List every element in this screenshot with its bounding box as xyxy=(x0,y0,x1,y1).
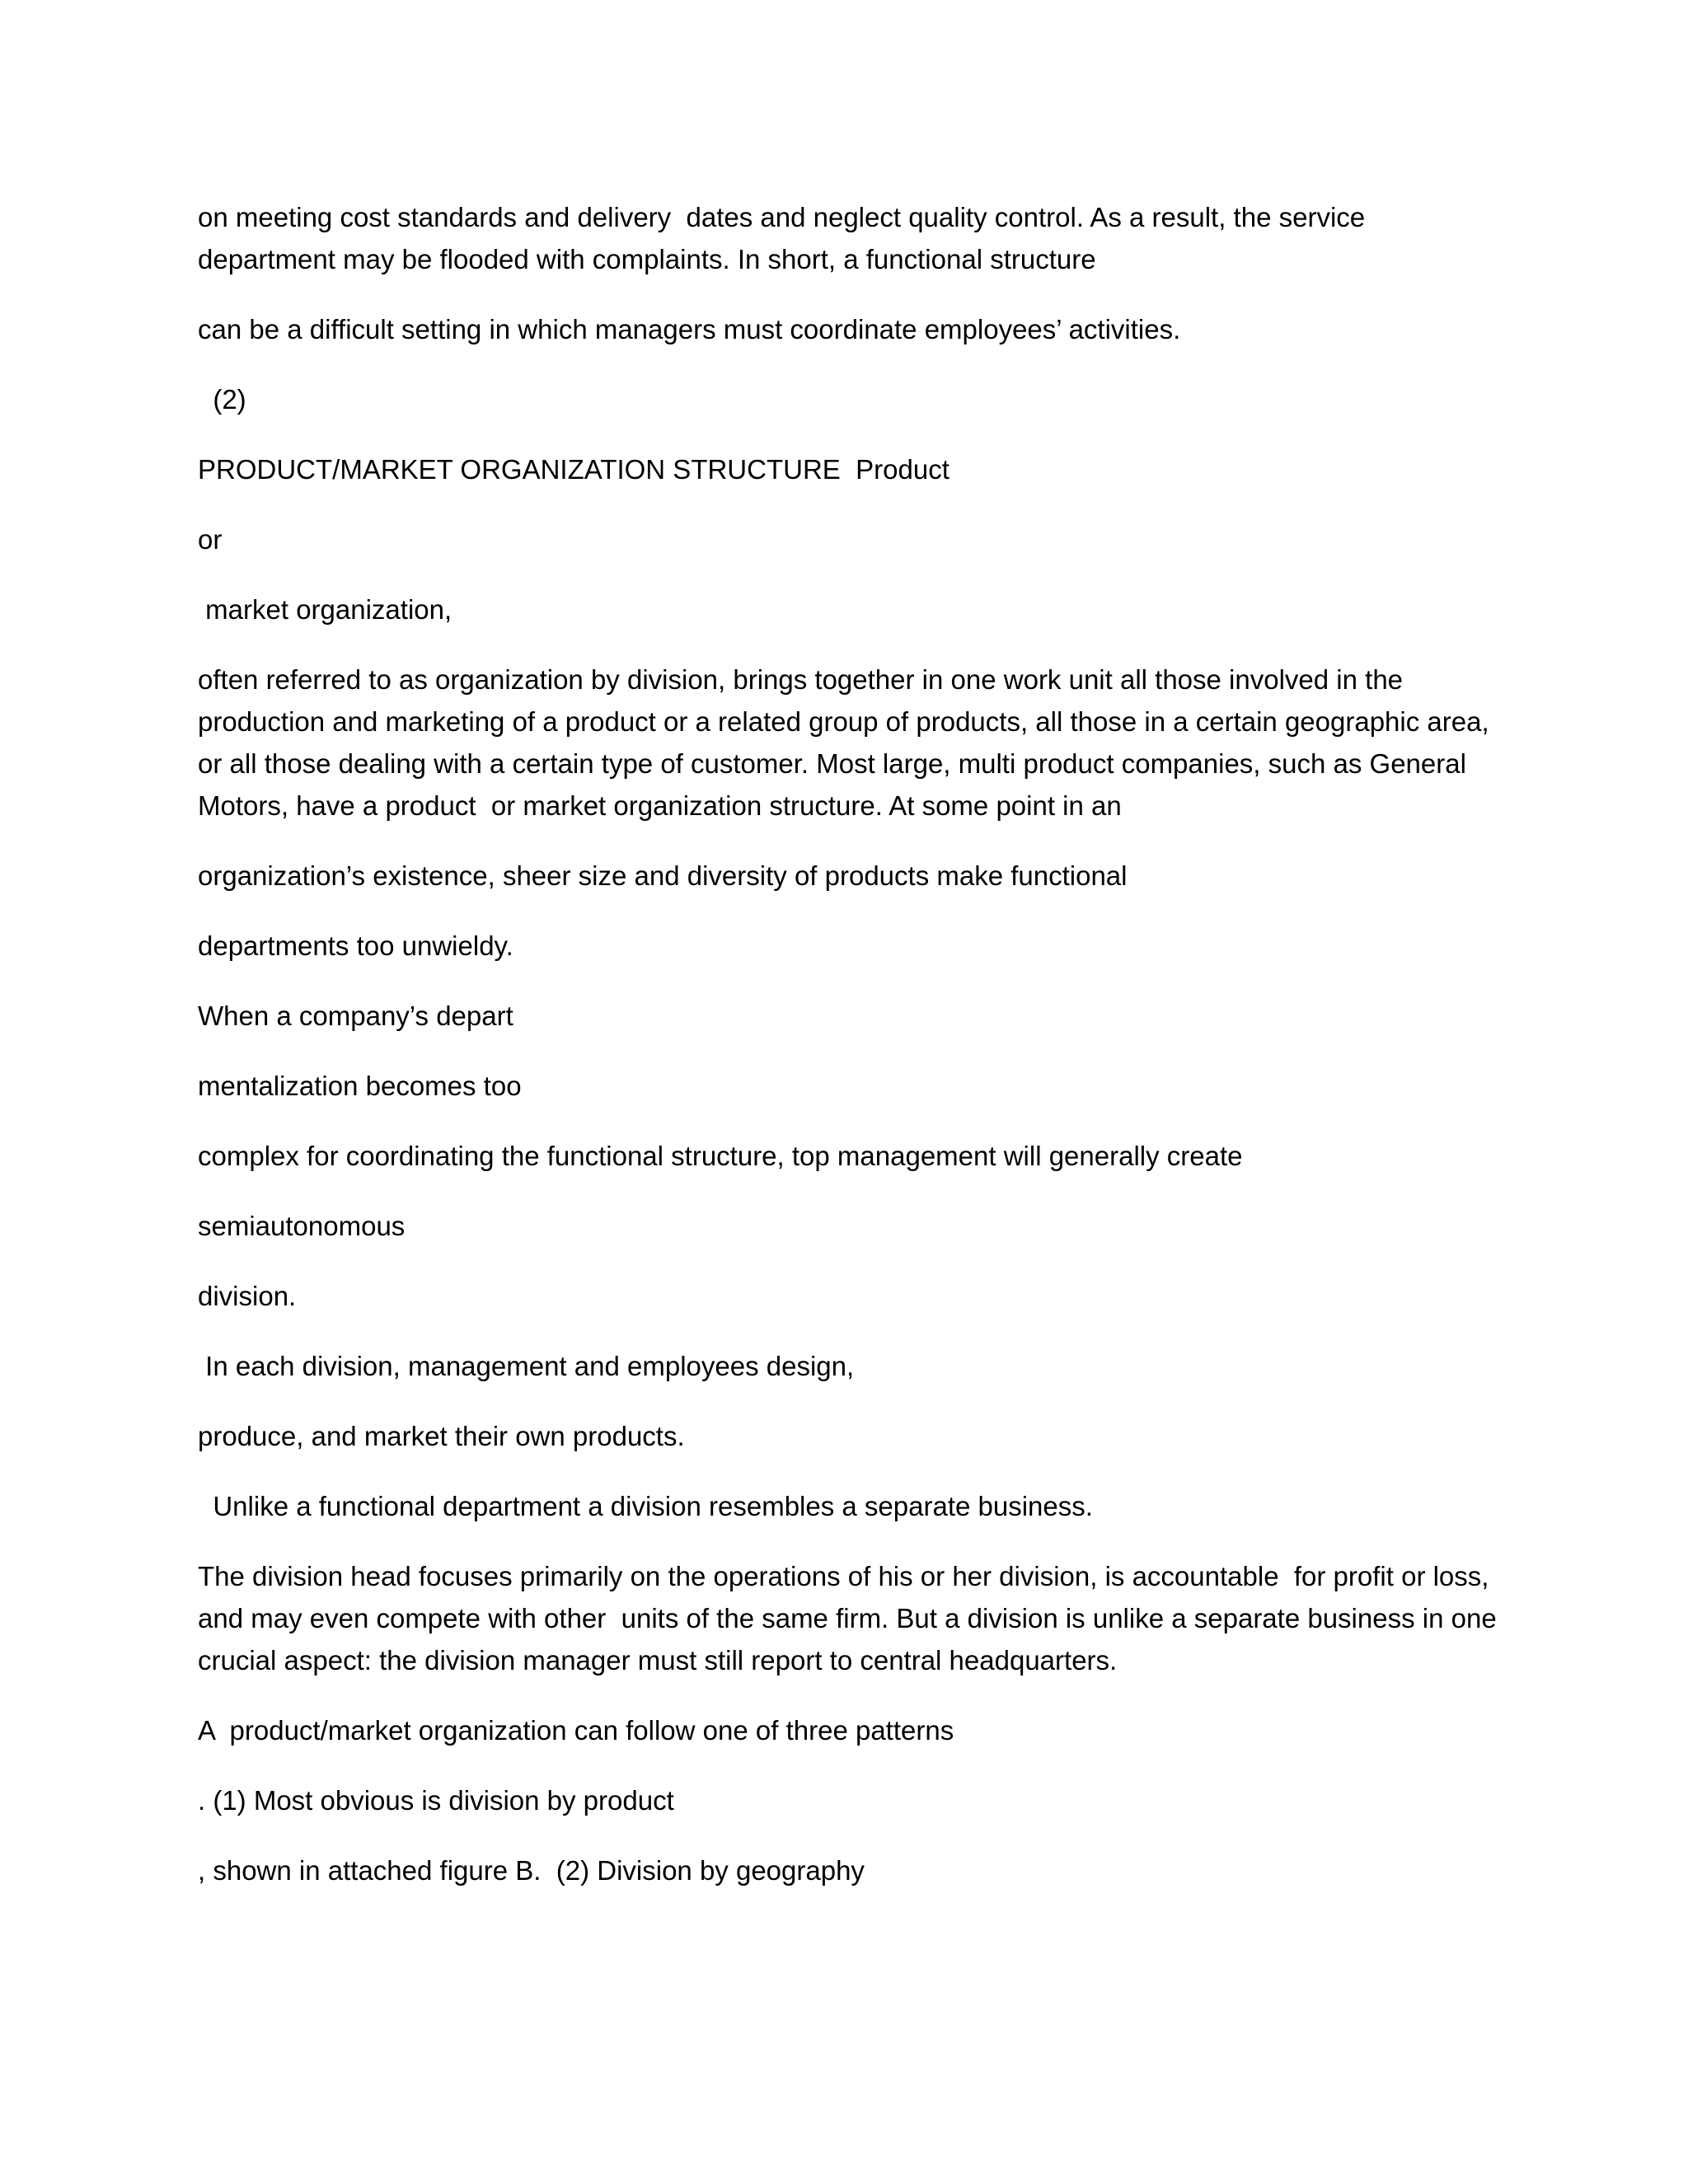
paragraph: organization’s existence, sheer size and diversity of products make functional xyxy=(198,860,1128,891)
paragraph: or xyxy=(198,524,223,555)
paragraph: often referred to as organization by division, brings together in one work unit all those involved in the production and marketing of a product or a related group of products, all those in a certain geographic area, or all those dealing with a certain type of customer. Most large, multi product companies, such as General Motors, have a product or market organization structure. At some point in an xyxy=(198,664,1497,821)
paragraph: semiautonomous xyxy=(198,1211,406,1241)
paragraph: division. xyxy=(198,1281,297,1311)
paragraph: , shown in attached figure B. (2) Division by geography xyxy=(198,1855,865,1886)
paragraph: departments too unwieldy. xyxy=(198,930,513,961)
section-heading: PRODUCT/MARKET ORGANIZATION STRUCTURE Product xyxy=(198,454,950,485)
paragraph: . (1) Most obvious is division by product xyxy=(198,1785,674,1816)
paragraph: complex for coordinating the functional structure, top management will generally create xyxy=(198,1141,1243,1171)
paragraph: produce, and market their own products. xyxy=(198,1421,685,1451)
paragraph: mentalization becomes too xyxy=(198,1071,522,1101)
paragraph: A product/market organization can follow one of three patterns xyxy=(198,1715,954,1746)
paragraph: When a company’s depart xyxy=(198,1001,513,1031)
paragraph: In each division, management and employees design, xyxy=(198,1351,855,1381)
paragraph: market organization, xyxy=(198,594,452,625)
section-number: (2) xyxy=(198,384,246,415)
document-body xyxy=(198,196,1512,1919)
paragraph: Unlike a functional department a division resembles a separate business. xyxy=(198,1491,1093,1521)
paragraph: on meeting cost standards and delivery dates and neglect quality control. As a result, the service department may be flooded with complaints. In short, a functional structure xyxy=(198,202,1373,274)
paragraph: The division head focuses primarily on the operations of his or her division, is accountable for profit or loss, and may even compete with other units of the same firm. But a division is unlike a separate business in one crucial aspect: the division manager must still report to central headquarters. xyxy=(198,1561,1512,1675)
paragraph: can be a difficult setting in which managers must coordinate employees’ activities. xyxy=(198,314,1181,344)
